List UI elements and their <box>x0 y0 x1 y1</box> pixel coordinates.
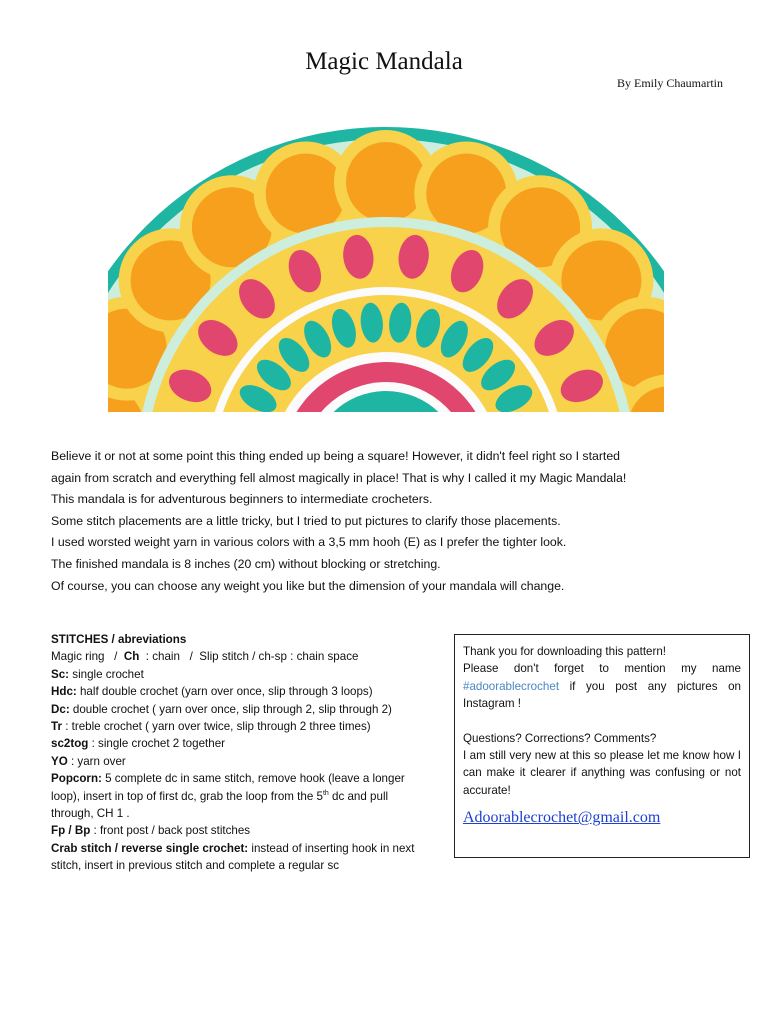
new-note-text: I am still very new at this so please let me know how I can make it clearer if anything was confusing or not accurate! <box>463 749 741 797</box>
mention-line: Please don't forget to mention my name <box>463 662 741 676</box>
intro-line: Of course, you can choose any weight you like but the dimension of your mandala will change. <box>51 578 565 593</box>
crab-definition: instead of inserting hook in next <box>248 841 415 855</box>
popcorn-definition: 5 complete dc in same stitch, remove hook (leave a longer <box>101 772 405 786</box>
tr-definition: : treble crochet ( yarn over twice, slip through 2 three times) <box>61 720 371 734</box>
crab-term: Crab stitch / reverse single crochet: <box>51 841 249 855</box>
popcorn-term: Popcorn: <box>51 772 102 786</box>
slip-definition: Slip stitch / ch-sp : chain space <box>199 650 359 664</box>
stitch-row <box>51 770 446 787</box>
stitch-row <box>51 805 446 822</box>
crab-definition: stitch, insert in previous stitch and complete a regular sc <box>51 859 340 873</box>
dc-term: Dc: <box>51 702 70 716</box>
scallop-inner <box>346 142 426 222</box>
stitch-row: Magic ring / Ch : chain / Slip stitch / ch-sp : chain space <box>51 650 359 664</box>
intro-line: again from scratch and everything fell almost magically in place! That is why I called it my Magic Mandala! <box>51 470 627 485</box>
stitch-row <box>51 683 446 700</box>
popcorn-superscript: th <box>322 789 329 797</box>
mention-text <box>463 660 741 712</box>
email-link[interactable]: Adoorablecrochet@gmail.com <box>463 809 661 827</box>
stitch-row <box>51 840 446 857</box>
stitches-list <box>51 631 446 875</box>
yo-definition: : yarn over <box>67 754 126 768</box>
note-box <box>454 634 750 858</box>
mention-line: if you post any pictures on Instagram ! <box>463 679 741 711</box>
intro-line: The finished mandala is 8 inches (20 cm) without blocking or stretching. <box>51 556 441 571</box>
questions-heading: Questions? Corrections? Comments? <box>463 731 657 745</box>
stitch-row <box>51 857 446 874</box>
author-byline: By Emily Chaumartin <box>617 76 723 90</box>
sc-term: Sc: <box>51 667 70 681</box>
sc-definition: single crochet <box>69 667 144 681</box>
intro-line: Some stitch placements are a little tricky, but I tried to put pictures to clarify those placements. <box>51 513 561 528</box>
stitch-row <box>51 753 446 770</box>
sc2tog-term: sc2tog <box>51 737 89 751</box>
stitch-row <box>51 666 446 683</box>
hashtag-link[interactable]: #adoorablecrochet <box>463 679 560 693</box>
stitches-heading: STITCHES / abreviations <box>51 633 187 646</box>
yo-term: YO <box>51 754 68 768</box>
intro-line: I used worsted weight yarn in various colors with a 3,5 mm hooh (E) as I prefer the tighter look. <box>51 535 567 550</box>
mandala-photo <box>108 95 664 412</box>
popcorn-definition: dc and pull <box>328 789 389 803</box>
stitch-row <box>51 788 446 805</box>
ch-definition: : chain <box>145 650 180 664</box>
ch-term: Ch <box>123 650 140 664</box>
scallop-inner <box>266 154 346 234</box>
hdc-definition: half double crochet (yarn over once, slip through 3 loops) <box>76 685 373 699</box>
hdc-term: Hdc: <box>51 685 77 699</box>
stitch-row <box>51 718 446 735</box>
intro-line: This mandala is for adventurous beginners to intermediate crocheters. <box>51 492 433 507</box>
stitch-row <box>51 822 446 839</box>
page-title: Magic Mandala <box>305 48 463 75</box>
thanks-text: Thank you for downloading this pattern! <box>463 645 667 658</box>
fpbp-term: Fp / Bp <box>51 824 91 838</box>
intro-line: Believe it or not at some point this thing ended up being a square! However, it didn't feel right so I started <box>51 449 621 463</box>
dc-definition: double crochet ( yarn over once, slip through 2, slip through 2) <box>69 702 392 716</box>
sc2tog-definition: : single crochet 2 together <box>88 737 226 751</box>
stitch-row <box>51 735 446 752</box>
stitch-row <box>51 701 446 718</box>
tr-term: Tr <box>51 720 62 734</box>
popcorn-definition: loop), insert in top of first dc, grab the loop from the 5 <box>51 789 323 803</box>
fpbp-definition: : front post / back post stitches <box>90 824 251 838</box>
intro-text <box>51 446 741 597</box>
magic-ring-term: Magic ring <box>51 650 105 664</box>
popcorn-definition: through, CH 1 . <box>51 807 130 821</box>
